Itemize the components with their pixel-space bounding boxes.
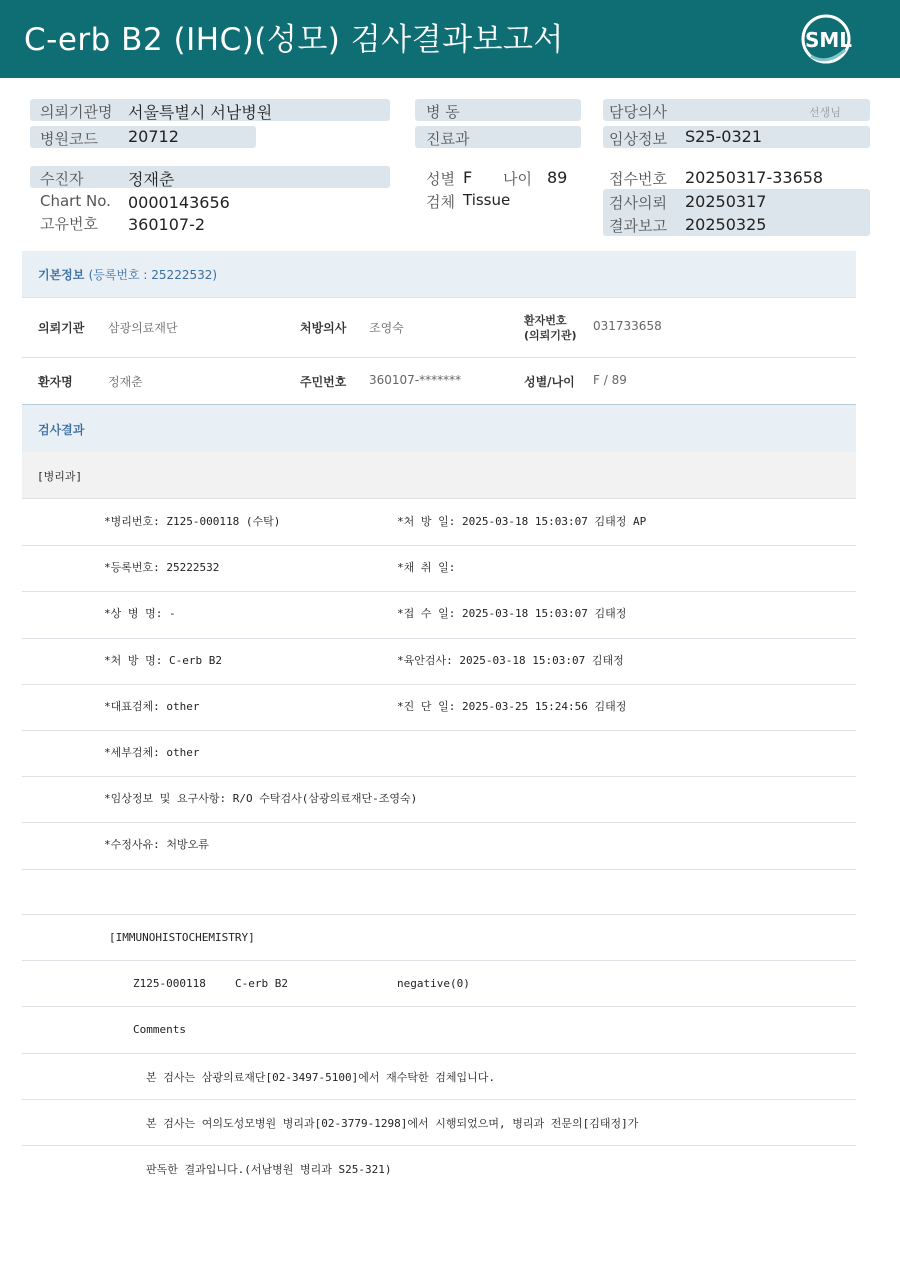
sex-label: 성별 (426, 170, 455, 188)
pid-value: 031733658 (593, 319, 662, 333)
result-line-right: *채 취 일: (397, 561, 456, 574)
result-line-right: *처 방 일: 2025-03-18 15:03:07 김태정 AP (397, 515, 647, 528)
result-line-left: *처 방 명: C-erb B2 (104, 654, 222, 667)
result-line-right: *진 단 일: 2025-03-25 15:24:56 김태정 (397, 700, 627, 713)
result-line-right: *육안검사: 2025-03-18 15:03:07 김태정 (397, 654, 624, 667)
divider (22, 776, 856, 777)
divider (22, 684, 856, 685)
logo-text: SML (805, 28, 853, 52)
sml-logo-icon (797, 12, 855, 66)
pid-label-2: (의뢰기관) (524, 329, 577, 342)
rrn-label: 주민번호 (300, 375, 347, 389)
sex-value: F (463, 168, 473, 187)
result-line-left: *병리번호: Z125-000118 (수탁) (104, 515, 281, 528)
divider (22, 591, 856, 592)
result-line-left: *수정사유: 처방오류 (104, 838, 209, 851)
presc-value: 조영숙 (369, 321, 404, 335)
code-label: 병원코드 (40, 130, 98, 148)
name-value: 정재춘 (128, 170, 175, 189)
comments-label: Comments (133, 1023, 186, 1036)
divider (22, 545, 856, 546)
name-row-bg (30, 166, 390, 188)
presc-label: 처방의사 (300, 321, 347, 335)
dept-name: [병리과] (37, 470, 83, 483)
chart-value: 0000143656 (128, 193, 230, 212)
basic-info-reg: (등록번호 : 25222532) (88, 268, 218, 282)
divider (22, 822, 856, 823)
result-line-left: *상 병 명: - (104, 607, 176, 620)
clinical-label: 임상정보 (609, 130, 667, 148)
ihc-result: negative(0) (397, 977, 470, 990)
report-header (0, 0, 900, 78)
divider (22, 1145, 856, 1146)
code-value: 20712 (128, 127, 179, 146)
receipt-value: 20250317-33658 (685, 168, 824, 187)
divider (22, 960, 856, 961)
basic-info-title-text: 기본정보 (38, 268, 85, 282)
ihc-id: Z125-000118 (133, 977, 206, 990)
divider (22, 1099, 856, 1100)
specimen-value: Tissue (463, 191, 511, 209)
age-value: 89 (547, 168, 568, 187)
result-line-left: *세부검체: other (104, 746, 200, 759)
report-label: 결과보고 (609, 217, 667, 235)
comment-1: 본 검사는 삼광의료재단[02-3497-5100]에서 재수탁한 검체입니다. (146, 1071, 495, 1084)
pname-value: 정재춘 (108, 375, 143, 389)
result-header (22, 404, 856, 453)
result-title: 검사결과 (38, 423, 85, 437)
chart-label: Chart No. (40, 192, 111, 210)
report-title: C-erb B2 (IHC)(성모) 검사결과보고서 (24, 22, 564, 58)
clinical-value: S25-0321 (685, 127, 763, 146)
ihc-header: [IMMUNOHISTOCHEMISTRY] (109, 931, 255, 944)
request-label: 검사의뢰 (609, 194, 667, 212)
pid-label-1: 환자번호 (524, 314, 567, 327)
name-label: 수진자 (40, 170, 84, 188)
org-label: 의뢰기관 (38, 321, 85, 335)
uid-label: 고유번호 (40, 215, 98, 233)
dept-band (22, 452, 856, 498)
divider (22, 1006, 856, 1007)
comment-2: 본 검사는 여의도성모병원 병리과[02-3779-1298]에서 시행되었으며, 병리과 전문의[김태정]가 (146, 1117, 639, 1130)
result-line-left: *대표검체: other (104, 700, 200, 713)
hospital-value: 서울특별시 서남병원 (128, 103, 273, 122)
result-line-left: *임상정보 및 요구사항: R/O 수탁검사(삼광의료재단-조영숙) (104, 792, 418, 805)
sexage-label: 성별/나이 (524, 375, 575, 389)
age-label: 나이 (503, 170, 532, 188)
result-line-right: *접 수 일: 2025-03-18 15:03:07 김태정 (397, 607, 627, 620)
divider (22, 297, 856, 298)
specimen-label: 검체 (426, 193, 455, 211)
uid-value: 360107-2 (128, 215, 206, 234)
request-value: 20250317 (685, 192, 767, 211)
basic-info-title (38, 266, 217, 283)
divider (22, 1053, 856, 1054)
ward-label: 병 동 (426, 103, 460, 121)
dept-label: 진료과 (426, 130, 470, 148)
divider (22, 498, 856, 499)
ihc-test: C-erb B2 (235, 977, 288, 990)
report-value: 20250325 (685, 215, 767, 234)
result-line-left: *등록번호: 25222532 (104, 561, 220, 574)
pname-label: 환자명 (38, 375, 73, 389)
divider (22, 869, 856, 870)
divider (22, 914, 856, 915)
divider (22, 357, 856, 358)
hospital-label: 의뢰기관명 (40, 103, 113, 121)
divider (22, 638, 856, 639)
receipt-label: 접수번호 (609, 170, 667, 188)
doctor-label: 담당의사 (609, 103, 667, 121)
divider (22, 730, 856, 731)
doctor-suffix: 선생님 (809, 106, 841, 119)
sexage-value: F / 89 (593, 373, 627, 387)
rrn-value: 360107-******* (369, 373, 462, 387)
comment-3: 판독한 결과입니다.(서남병원 병리과 S25-321) (146, 1163, 392, 1176)
basic-info-header (22, 251, 856, 297)
org-value: 삼광의료재단 (108, 321, 178, 335)
